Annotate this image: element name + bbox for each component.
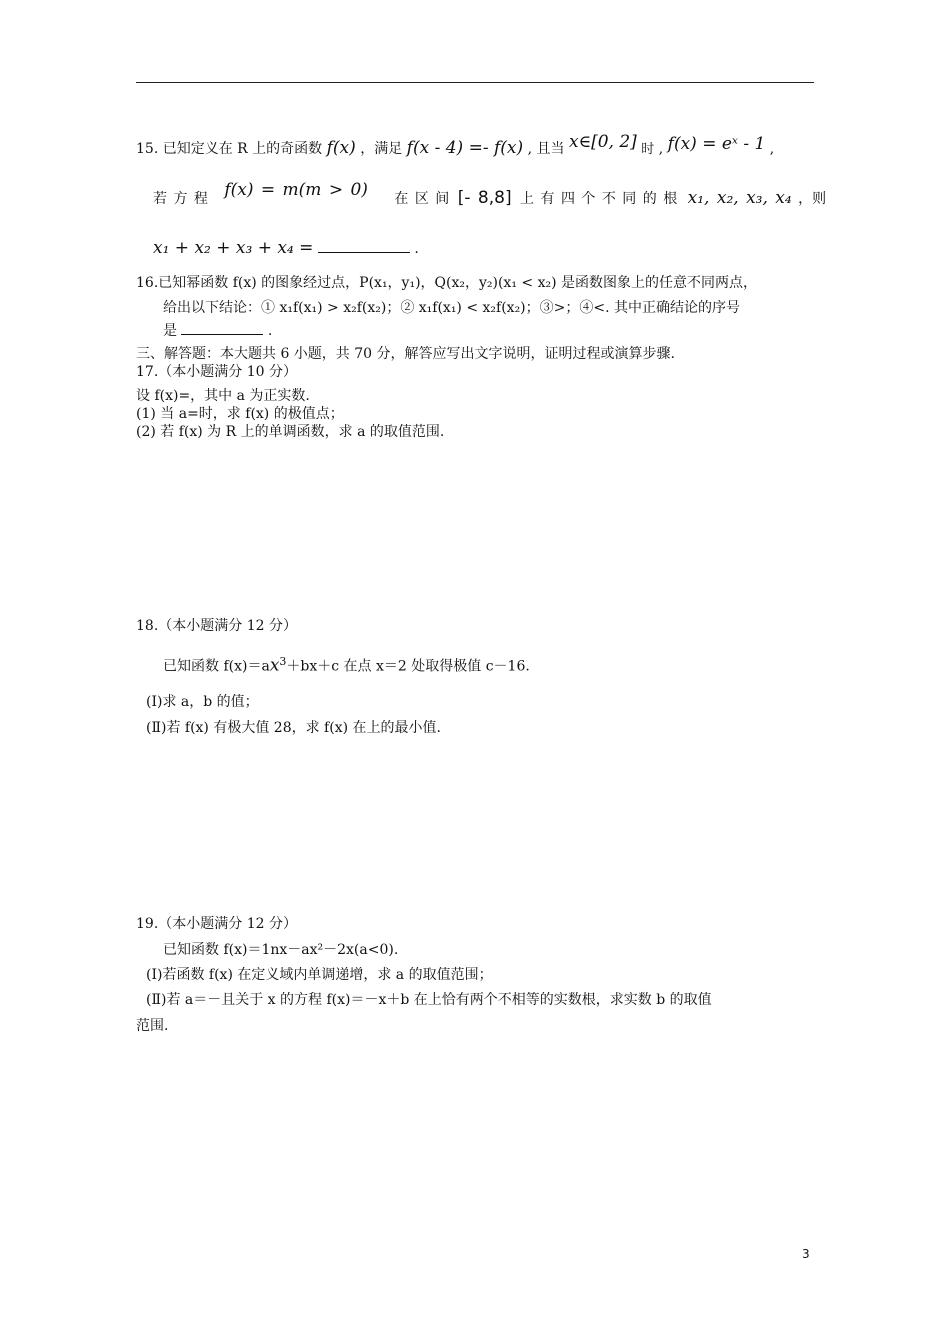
q15-mid1: ，满足	[360, 141, 403, 157]
q15-when: 时	[641, 142, 655, 157]
q19-intro: 已知函数 f(x)＝1nx－ax²－2x(a<0).	[163, 942, 399, 958]
q15-equation: f(x) = m(m > 0)	[224, 180, 368, 200]
q16-line2: 给出以下结论：① x₁f(x₁) > x₂f(x₂)；② x₁f(x₁) < x₂f(x₂)；③>；④<. 其中正确结论的序号	[163, 300, 741, 316]
q15-line2-d: ，则	[798, 191, 827, 207]
q15-domain: x∈[0, 2]	[568, 132, 637, 152]
q18-intro-exponent: 3	[279, 655, 287, 668]
page-number: 3	[802, 1247, 810, 1261]
q15-line2-a: 若 方 程	[153, 191, 208, 207]
q16-line3	[163, 321, 272, 341]
q19-part2: (Ⅱ)若 a＝－且关于 x 的方程 f(x)＝－x＋b 在上恰有两个不相等的实数根，求实数 b 的取值	[146, 992, 712, 1008]
q15-definition: f(x) = eˣ - 1	[667, 134, 766, 154]
q18-intro-b: ＋bx＋c 在点 x＝2 处取得极值 c－16.	[286, 658, 530, 675]
q16-answer-blank	[181, 334, 263, 335]
section-3-heading: 三、解答题：本大题共 6 小题，共 70 分，解答应写出文字说明，证明过程或演算步骤.	[136, 346, 675, 362]
q17-part1: (1) 当 a=时，求 f(x) 的极值点；	[136, 406, 344, 422]
q15-line1	[136, 132, 775, 160]
q19-part1: (Ⅰ)若函数 f(x) 在定义域内单调递增，求 a 的取值范围；	[146, 967, 493, 983]
q17-intro: 设 f(x)=，其中 a 为正实数.	[136, 388, 310, 404]
q18-intro	[163, 652, 530, 677]
q15-interval: [- 8,8]	[457, 188, 512, 208]
q16-line3-lead: 是	[163, 323, 177, 339]
q15-condition: f(x - 4) =- f(x)	[406, 138, 524, 158]
q15-roots: x₁, x₂, x₃, x₄	[687, 188, 792, 208]
q15-line2	[153, 180, 827, 209]
q18-title: 18.（本小题满分 12 分）	[136, 618, 297, 634]
q15-f-x: f(x)	[326, 138, 356, 158]
q15-line2-b: 在 区 间	[394, 191, 450, 207]
q16-line3-tail: .	[267, 323, 273, 339]
q15-line2-c: 上 有 四 个 不 同 的 根	[520, 191, 678, 207]
q15-sep: ,	[658, 141, 664, 157]
q15-line3	[153, 238, 419, 259]
q15-lead: 15. 已知定义在 R 上的奇函数	[136, 141, 323, 157]
q18-part2: (Ⅱ)若 f(x) 有极大值 28，求 f(x) 在上的最小值.	[146, 720, 441, 736]
q18-intro-x: x	[269, 655, 280, 676]
q18-part1: (Ⅰ)求 a，b 的值；	[146, 694, 259, 710]
q15-answer-blank	[318, 252, 410, 253]
q15-mid2: , 且当	[527, 141, 565, 157]
q16-line1: 16.已知幂函数 f(x) 的图象经过点，P(x₁，y₁)，Q(x₂，y₂)(x₁ < x₂) 是函数图象上的任意不同两点，	[136, 275, 757, 291]
q15-tail: .	[414, 241, 419, 257]
q19-part2-continued: 范围.	[136, 1018, 169, 1034]
q17-part2: (2) 若 f(x) 为 R 上的单调函数，求 a 的取值范围.	[136, 424, 445, 440]
q17-title: 17.（本小题满分 10 分）	[136, 364, 297, 380]
header-rule	[136, 82, 814, 83]
q18-intro-a: 已知函数 f(x)＝a	[163, 658, 270, 675]
q15-sum: x₁ + x₂ + x₃ + x₄ =	[153, 238, 314, 258]
q19-title: 19.（本小题满分 12 分）	[136, 916, 297, 932]
q15-end1: ,	[769, 141, 775, 157]
